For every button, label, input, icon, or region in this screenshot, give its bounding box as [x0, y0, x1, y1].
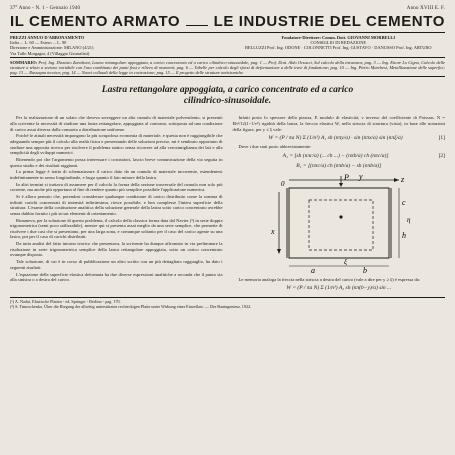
summary-rule [10, 76, 445, 77]
origin-label: 0 [280, 179, 285, 188]
formula-text: B₁ = [(nπc/a) ch (nπb/a) − sh (nπb/a)] [296, 162, 382, 169]
summary-label: SOMMARIO: [10, 59, 38, 65]
paragraph: In altri termini si trattava di assumere per il calcolo la forma della sezione trasversale del cumulo non solo più corrente, ma anche più opportuna al fine di rendere quanto più semplice possibile l'applicazione numerica. [10, 181, 223, 193]
formula-text: W = (P / πa N) Σ (1/n³) A₁ sh (nπy/a) · sin (nπx/a) sin (nπξ/a) [268, 135, 403, 142]
editorial-block [232, 35, 446, 56]
committee-heading: CONSIGLIO DI REDAZIONE [310, 40, 367, 46]
plate-diagram [249, 172, 429, 274]
paragraph: Si è allora pensato che, potendosi considerare qualunque condizione di carico distribuito come la somma di infiniti carichi concentrati di intensità infinitesima, riesce possibile, e ben complesse l'intera superficie della struttura. L'esame della costituzione analitica della soluzione generale della lastra sotto carico concentrato avrebbe senza dubbio fornito i più sicuri elementi di orientamento. [10, 194, 223, 216]
right-column [233, 115, 446, 294]
subscription-block [10, 35, 224, 56]
formula-a1 [233, 152, 446, 160]
eta-label: η [406, 215, 411, 224]
founder: Fondatore-Direttore: Comm. Dott. GIOVANNI MORBELLI [281, 35, 396, 40]
publication-info [10, 35, 445, 56]
support-right [389, 188, 392, 258]
h-label: h [401, 230, 406, 240]
article-title-line-1: Lastra rettangolare appoggiata, a carico concentrato ed a carico [101, 85, 354, 96]
a-label: a [310, 265, 315, 274]
issue-info: 37° Anno - N. 1 - Gennaio 1940 [10, 6, 81, 11]
address: Via Tullo Morgagni, 4 (Villaggio Giornalisti) [10, 50, 90, 56]
b-label: b [362, 265, 367, 274]
info-rule [10, 57, 445, 58]
committee-members: BELLUZZI Prof. Ing. ODONE · COLONNETTI Prof. Ing. GUSTAVO · DANUSSO Prof. Ing. ARTURO [244, 45, 432, 51]
subscription-heading: PREZZI ANNUO D'ABBONAMENTO [10, 35, 85, 40]
paragraph: Rimaneva, per la soluzione di questo problema, il calcolo della classica forma data dal Navier (¹) in serie doppia trigonometrica (semi poco utilizzabile), mentre qui si presenta assai meglio da una serie semplice, che permette di risolvere i due casi che si presentano, per una larga zona, e comunque soltanto per il caso del carico agente su una lastra, poi per il caso di carichi distribuiti. [10, 217, 223, 240]
left-column [10, 115, 223, 294]
xi-label: ξ [343, 257, 347, 266]
paragraph: Per la realizzazione di un solaio che doveva sorreggere un alto cumulo di materiale polverulento, si presentò alla scrivente la necessità di studiare una lastra rettangolare, appoggiata al contorno, sottoposta ad una condizione di carico assai diversa dalla consueta a distribuzione uniforme. [10, 115, 223, 132]
x-arrow-icon [277, 249, 281, 254]
subscription-prices: Italia ... L. 60 — Estero ... L. 90 [10, 40, 67, 46]
p-label: P [343, 172, 349, 182]
paragraph: Dove i due stati posto abbreviatamente: [238, 144, 312, 150]
paragraph: La prima legge è tratta di schematizzare il carico dato da un cumulo di materiale incoerente, estendentesi indefinitamente in senso longitudinale, e largo quanto il lato minore della lastra. [10, 169, 223, 180]
paragraph: Da tutta analisi del fatto intorno teorico che presentava, la scrivente ha dunque affrontato in via preliminare la risoluzione in serie trigonometrica semplice della lastra rettangolare appoggiata, sotto un carico concentrato ovunque disposto. [10, 241, 223, 258]
load-arrow-icon [339, 183, 343, 187]
footnote: (¹) A. Nadai, Elastische Platten - ed. Springer - Berlino - pag. 170. [10, 299, 121, 305]
masthead-title-left: IL CEMENTO ARMATO [10, 13, 181, 30]
issue-strip [10, 6, 445, 12]
summary [10, 60, 445, 76]
x-label: x [270, 226, 275, 236]
equation-number: [1] [438, 135, 445, 142]
loaded-area [309, 200, 373, 250]
article-title [10, 85, 445, 107]
z-arrow-icon [394, 178, 399, 182]
paragraph: L'equazione della superficie elastica deformata ha due diverse espressioni analitiche a seconda che il punto sia alla sinistra o a destra del carico. [10, 271, 223, 283]
load-point [339, 215, 342, 218]
administration: Direzione e Amministrazione: MILANO (4/21) [10, 45, 94, 51]
summary-text: Prof. Ing. Dionisio Zanoboni, Lastra rettangolare appoggiata, a carico concentrato ed a carico cilindrico-sinusoidale; pag. 1 — Prof. Dott. Aldo Orsucci, Sul calcolo della travatura; pag. 3 — Ing. Ettore Lo Cigno, Calcolo delle strutture a telaio a sezione variabile con l'uso combinato dei punti fissi e rilievo di momenti; pag. 6 — Tabelle per calcolo degli sforzi di deformazione a delle travi di fondazione; pag. 10 — Ing. Pietro Marchesi, Metallizzazione delle superfici; pag. 13 — Rassegna tecnica; pag. 14 — Nuovi collaudi della legge in costruzione; pag. 15 — Il progetto delle strutture antisismiche. [10, 59, 445, 76]
equation-number: [2] [438, 152, 445, 159]
footnote: (²) S. Timoschenko, Über die Biegung der allseitig unterstützten rechteckigen Platte unter Wirkung einer Einzellast. — Der Bauingenieur, 1922. [10, 304, 252, 310]
y-label: y [358, 171, 363, 181]
masthead-dash [186, 25, 207, 26]
year-info: Anno XVIII E. F. [406, 6, 445, 11]
article-body [10, 115, 445, 294]
paragraph: Infatti posto lo spessore della piastra, E modulo di elasticità, ν inverso del coefficiente di Poisson, N = Eh³/12(1−1/ν²) rigidità della lastra, la freccia elastica W, nella striscia di struttura (vista), in base alle notazioni della figura, per y ≤ ξ vale: [232, 115, 445, 132]
formula-deflection-left [233, 134, 446, 142]
formula-b1 [233, 162, 446, 170]
z-label: z [400, 174, 404, 184]
plate-outline [289, 188, 389, 258]
formula-text: W = (P / πa N) Σ (1/n³) A₂ sh (nπ(b−y)/a) sin ... [286, 285, 392, 292]
support-left [286, 188, 289, 258]
masthead-title-right: LE INDUSTRIE DEL CEMENTO [213, 13, 445, 30]
c-label: c [401, 197, 406, 207]
footnotes [10, 297, 445, 309]
masthead [10, 13, 445, 31]
article-title-line-2: cilindrico-sinusoidale. [183, 96, 272, 107]
paragraph: Ritenendo poi che l'argomento possa interessare i costruttori, lascio breve comunicazione della via seguita in questo studio e dei risultati raggiunti. [10, 156, 223, 168]
formula-deflection-right [233, 284, 446, 292]
paragraph: Poichè le attuali necessità impongono la più scrupolosa economia di materiale, e questa non è raggiungibile che adeguando sempre più il calcolo alla realtà fisica e presentando delle soluzioni precise, mi è sembrato opportuno di studiare una apposita ricerca per risolvere il problema statico senza ricorrere ad alla verosimiglianza dei lati e alla semplicità degli sviluppi numerici. [10, 133, 223, 156]
paragraph: Tale soluzione, di cui è in corso di pubblicazione un altro scritto con un più dettagliato ragguaglio, ha dato i seguenti risultati. [10, 259, 223, 270]
formula-text: A₁ = [sh (nπc/a) (... ch ...) − (nπb/a) ch (nπc/a)] [282, 152, 389, 159]
masthead-rule [10, 32, 445, 33]
paragraph: Le memoria analoga la freccia nella striscia a destra del carico (vale a dire per y ≥ ξ) è espressa da: [238, 276, 421, 282]
